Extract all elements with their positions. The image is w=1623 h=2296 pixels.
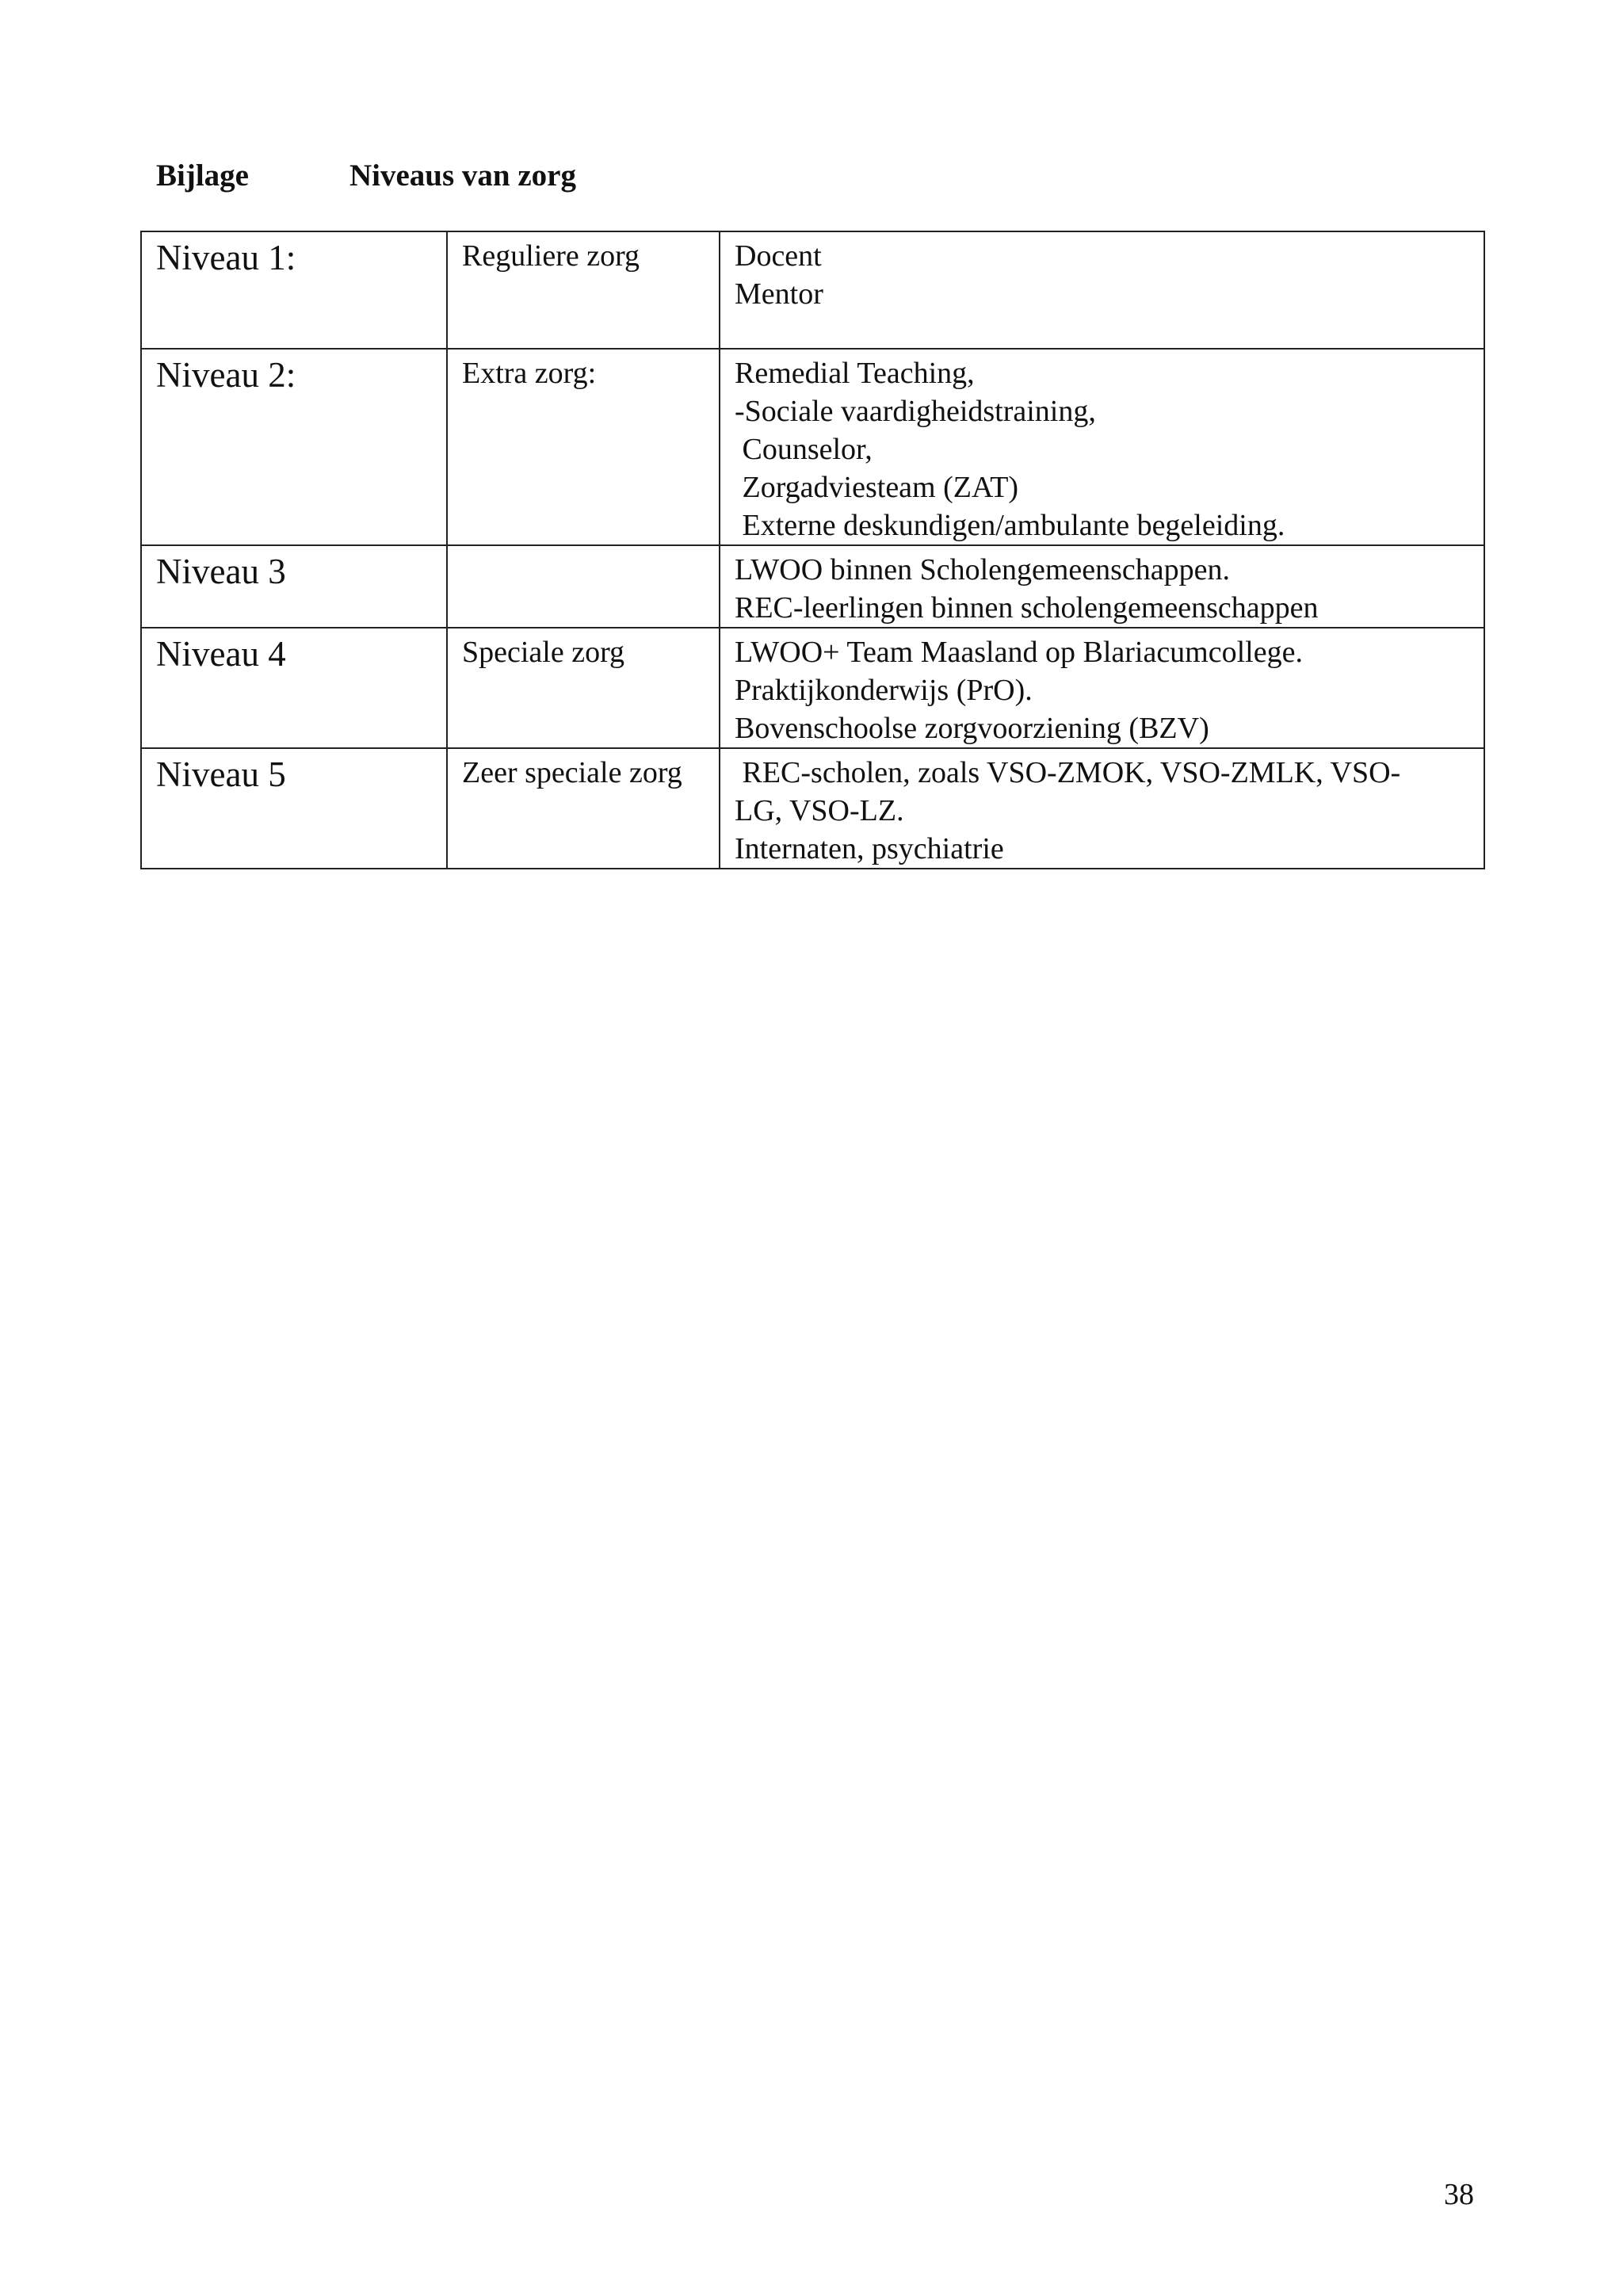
care-levels-table (140, 231, 1485, 869)
description-line: Docent (735, 239, 822, 273)
description-line: LWOO+ Team Maasland op Blariacumcollege. (735, 636, 1303, 669)
description-cell (720, 349, 1484, 545)
description-line: Externe deskundigen/ambulante begeleiding. (735, 509, 1285, 542)
level-cell: Niveau 4 (141, 628, 447, 748)
appendix-title: Niveaus van zorg (349, 159, 576, 193)
description-line: LG, VSO-LZ. (735, 794, 904, 827)
description-line: Internaten, psychiatrie (735, 832, 1004, 865)
care-type-cell: Reguliere zorg (447, 231, 720, 349)
care-type-cell: Zeer speciale zorg (447, 748, 720, 869)
care-type-cell (447, 545, 720, 628)
description-line: Zorgadviesteam (ZAT) (735, 471, 1019, 504)
description-cell (720, 748, 1484, 869)
description-line: Mentor (735, 277, 823, 311)
appendix-heading (156, 155, 576, 197)
description-line: -Sociale vaardigheidstraining, (735, 395, 1096, 428)
description-line: REC-leerlingen binnen scholengemeenschappen (735, 591, 1319, 625)
description-line: Praktijkonderwijs (PrO). (735, 674, 1033, 707)
level-cell: Niveau 2: (141, 349, 447, 545)
table-row (141, 748, 1484, 869)
description-cell (720, 628, 1484, 748)
table-row (141, 545, 1484, 628)
description-cell (720, 545, 1484, 628)
care-type-cell: Extra zorg: (447, 349, 720, 545)
description-line: REC-scholen, zoals VSO-ZMOK, VSO-ZMLK, VSO- (735, 756, 1401, 789)
page-number: 38 (1444, 2178, 1474, 2211)
description-line: Remedial Teaching, (735, 357, 975, 390)
description-line: LWOO binnen Scholengemeenschappen. (735, 553, 1231, 586)
description-line: Counselor, (735, 433, 873, 466)
appendix-label: Bijlage (156, 159, 249, 193)
level-cell: Niveau 1: (141, 231, 447, 349)
description-line: Bovenschoolse zorgvoorziening (BZV) (735, 712, 1209, 745)
level-cell: Niveau 5 (141, 748, 447, 869)
table-row (141, 628, 1484, 748)
table-row (141, 349, 1484, 545)
description-cell (720, 231, 1484, 349)
care-type-cell: Speciale zorg (447, 628, 720, 748)
table-row (141, 231, 1484, 349)
level-cell: Niveau 3 (141, 545, 447, 628)
